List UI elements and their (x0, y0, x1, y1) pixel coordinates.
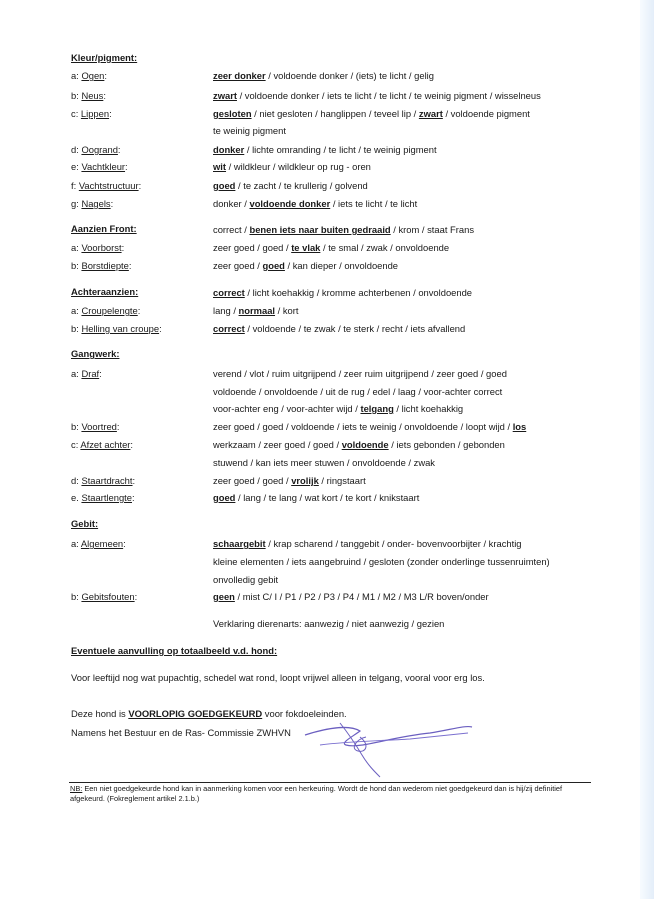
signature-scribble (300, 715, 480, 785)
option-text: / licht koehakkig / kromme achterbenen / onvoldoende (244, 287, 473, 298)
note-divider (69, 782, 591, 783)
field-prefix: d: (71, 144, 82, 155)
field-name: Lippen (80, 108, 110, 119)
selected-option: vrolijk (291, 475, 319, 486)
option-text: / ringstaart (318, 475, 366, 486)
option-text: werkzaam / zeer goed / goed / (213, 439, 342, 450)
field-value (213, 160, 371, 174)
field-colon: : (125, 161, 128, 172)
field-row (71, 107, 571, 121)
option-text: voldoende / onvoldoende / uit de rug / edel / laag / voor-achter correct (213, 386, 503, 397)
field-colon: : (138, 180, 142, 191)
selected-option: schaargebit (213, 538, 266, 549)
selected-option: los (512, 421, 527, 432)
field-name: Neus (81, 90, 104, 101)
option-text: te weinig pigment (213, 125, 286, 136)
field-name: Croupelengte (81, 305, 138, 316)
field-name: Afzet achter (80, 439, 131, 450)
field-row (71, 537, 571, 551)
field-colon: : (132, 492, 135, 503)
field-prefix: c: (71, 108, 81, 119)
field-name: Gebitsfouten (81, 591, 135, 602)
field-value (213, 402, 463, 416)
field-name: Voortred (81, 421, 117, 432)
field-colon: : (103, 90, 106, 101)
field-label (71, 367, 102, 381)
field-value (213, 89, 541, 103)
section-title: Gangwerk: (71, 348, 120, 359)
note-label: NB: (70, 784, 83, 793)
option-text: voor-achter eng / voor-achter wijd / (213, 403, 361, 414)
option-text: / lang / te lang / wat kort / te kort / knikstaart (235, 492, 420, 503)
field-label (71, 438, 133, 452)
option-text: correct / (213, 224, 250, 235)
option-text: zeer goed / goed / (213, 242, 292, 253)
field-row (71, 89, 571, 103)
verdict-prefix: Deze hond is (71, 708, 129, 719)
option-text: / voldoende / te zwak / te sterk / recht / iets afvallend (244, 323, 466, 334)
selected-option: te vlak (291, 242, 321, 253)
field-row (71, 124, 571, 138)
field-name: Ogen (81, 70, 105, 81)
field-colon: : (130, 439, 134, 450)
field-label (71, 107, 112, 121)
field-prefix: b: (71, 591, 82, 602)
option-text: / krap scharend / tanggebit / onder- bovenvoorbijter / krachtig (265, 538, 522, 549)
selected-option: voldoende (341, 439, 389, 450)
field-value (213, 474, 366, 488)
field-row (71, 69, 571, 83)
field-value (213, 555, 550, 569)
field-row (71, 491, 571, 505)
field-prefix: c: (71, 439, 81, 450)
page-edge-shading (640, 0, 654, 899)
option-text: donker / (213, 198, 250, 209)
field-value (213, 241, 449, 255)
footnote (70, 784, 595, 804)
field-value (213, 107, 530, 121)
selected-option: goed (213, 492, 236, 503)
field-name: Vachtkleur (81, 161, 126, 172)
field-value (213, 491, 419, 505)
field-prefix: b: (71, 421, 82, 432)
verdict-suffix: voor fokdoeleinden. (262, 708, 347, 719)
field-row (71, 590, 571, 604)
field-value (213, 537, 522, 551)
option-text: zeer goed / (213, 260, 263, 271)
selected-option: benen iets naar buiten gedraaid (249, 224, 391, 235)
field-label (71, 259, 131, 273)
field-label (71, 143, 121, 157)
field-label (71, 537, 126, 551)
field-prefix: f: (71, 180, 79, 191)
field-prefix: b: (71, 90, 82, 101)
extra-text: Voor leeftijd nog wat pupachtig, schedel wat rond, loopt vrijwel alleen in telgang, vooral voor erg los. (71, 672, 485, 683)
verdict-status: VOORLOPIG GOEDGEKEURD (128, 708, 263, 719)
field-colon: : (123, 538, 126, 549)
selected-option: correct (213, 323, 245, 334)
section-title: Gebit: (71, 518, 99, 529)
field-row (71, 438, 571, 452)
option-text: / iets gebonden / gebonden (388, 439, 505, 450)
option-text: / kort (275, 305, 299, 316)
field-name: Voorborst (81, 242, 122, 253)
option-text: Verklaring dierenarts: aanwezig / niet aanwezig / gezien (213, 618, 445, 629)
option-text: lang / (213, 305, 239, 316)
field-prefix: a: (71, 70, 82, 81)
field-colon: : (110, 198, 114, 209)
field-row (71, 179, 571, 193)
section-title-value (71, 223, 571, 237)
option-text: / voldoende pigment (442, 108, 530, 119)
option-text: / te zacht / te krullerig / golvend (235, 180, 368, 191)
field-colon: : (116, 421, 120, 432)
option-text: / mist C/ I / P1 / P2 / P3 / P4 / M1 / M2 / M3 L/R boven/onder (234, 591, 489, 602)
field-label (71, 420, 120, 434)
extra-title: Eventuele aanvulling op totaalbeeld v.d. hond: (71, 645, 278, 656)
option-text: / voldoende donker / iets te licht / te licht / te weinig pigment / wisselneus (236, 90, 541, 101)
field-prefix: e. (71, 492, 82, 503)
option-text: / krom / staat Frans (390, 224, 475, 235)
field-value (213, 286, 472, 300)
selected-option: zeer donker (213, 70, 266, 81)
field-value (213, 322, 465, 336)
field-label (71, 197, 113, 211)
option-text: / wildkleur / wildkleur op rug - oren (226, 161, 371, 172)
field-colon: : (134, 591, 138, 602)
option-text: / lichte omranding / te licht / te weinig pigment (244, 144, 437, 155)
field-name: Borstdiepte (81, 260, 129, 271)
field-value (213, 456, 435, 470)
field-colon: : (109, 108, 112, 119)
field-prefix: a: (71, 368, 82, 379)
field-name: Helling van croupe (81, 323, 160, 334)
field-name: Vachtstructuur (78, 180, 139, 191)
field-row (71, 259, 571, 273)
section-title: Achteraanzien: (71, 286, 139, 297)
field-prefix: a: (71, 538, 81, 549)
selected-option: wit (213, 161, 227, 172)
option-text: / te smal / zwak / onvoldoende (320, 242, 450, 253)
field-label (71, 322, 162, 336)
field-value (213, 143, 437, 157)
field-value (213, 385, 502, 399)
field-name: Staartdracht (81, 475, 133, 486)
option-text: / licht koehakkig (393, 403, 464, 414)
field-value (213, 179, 368, 193)
option-text: / kan dieper / onvoldoende (284, 260, 399, 271)
field-colon: : (128, 260, 132, 271)
selected-option: gesloten (213, 108, 252, 119)
field-label (71, 89, 106, 103)
option-text: onvolledig gebit (213, 574, 279, 585)
field-colon: : (117, 144, 121, 155)
field-value (213, 259, 398, 273)
field-prefix: b: (71, 260, 82, 271)
selected-option: correct (213, 287, 245, 298)
field-label (71, 241, 124, 255)
field-row (71, 197, 571, 211)
field-row (71, 402, 571, 416)
field-row (71, 573, 571, 587)
field-value (213, 420, 526, 434)
selected-option: donker (213, 144, 245, 155)
field-value (213, 590, 489, 604)
field-colon: : (159, 323, 162, 334)
field-value (213, 223, 474, 237)
selected-option: normaal (238, 305, 276, 316)
field-row (71, 304, 571, 318)
field-value (213, 124, 286, 138)
field-label (71, 491, 135, 505)
field-row (71, 143, 571, 157)
field-prefix: b: (71, 323, 82, 334)
field-label (71, 474, 135, 488)
field-row (71, 456, 571, 470)
option-text: / voldoende donker / (iets) te licht / gelig (265, 70, 434, 81)
field-prefix: e: (71, 161, 82, 172)
field-value (213, 573, 278, 587)
section-title-value (71, 286, 571, 300)
field-prefix: g: (71, 198, 82, 209)
option-text: verend / vlot / ruim uitgrijpend / zeer ruim uitgrijpend / zeer goed / goed (213, 368, 507, 379)
selected-option: geen (213, 591, 235, 602)
field-name: Staartlengte (81, 492, 132, 503)
option-text: kleine elementen / iets aangebruind / gesloten (zonder onderlinge tussenruimten) (213, 556, 550, 567)
field-row (71, 367, 571, 381)
field-row (71, 420, 571, 434)
field-value (213, 197, 417, 211)
field-prefix: a: (71, 242, 82, 253)
selected-option: goed (262, 260, 285, 271)
option-text: zeer goed / goed / voldoende / iets te weinig / onvoldoende / loopt wijd / (213, 421, 513, 432)
field-colon: : (104, 70, 107, 81)
field-name: Algemeen (80, 538, 124, 549)
field-label (71, 179, 141, 193)
signed-by: Namens het Bestuur en de Ras- Commissie ZWHVN (71, 727, 291, 738)
note-text: Een niet goedgekeurde hond kan in aanmerking komen voor een herkeuring. Wordt de hond dan wederom niet goedgekeurd dan is hij/zij definitief afgekeurd. (Fokreglement artikel 2.1.b.) (70, 784, 563, 803)
field-row (71, 617, 571, 631)
field-label (71, 69, 107, 83)
field-value (213, 69, 434, 83)
field-value (213, 438, 505, 452)
field-value (213, 304, 298, 318)
field-value (213, 617, 444, 631)
field-colon: : (99, 368, 102, 379)
field-row (71, 160, 571, 174)
field-row (71, 241, 571, 255)
option-text: zeer goed / goed / (213, 475, 292, 486)
field-name: Oogrand (81, 144, 118, 155)
field-value (213, 367, 507, 381)
field-colon: : (121, 242, 125, 253)
field-row (71, 474, 571, 488)
option-text: stuwend / kan iets meer stuwen / onvoldoende / zwak (213, 457, 435, 468)
field-prefix: a: (71, 305, 82, 316)
field-row (71, 322, 571, 336)
field-name: Nagels (81, 198, 111, 209)
field-name: Draf (81, 368, 100, 379)
field-row (71, 555, 571, 569)
selected-option: telgang (360, 403, 394, 414)
section-title: Kleur/pigment: (71, 52, 138, 63)
selected-option: goed (213, 180, 236, 191)
field-row (71, 385, 571, 399)
field-prefix: d: (71, 475, 82, 486)
selected-option: zwart (418, 108, 443, 119)
field-colon: : (137, 305, 141, 316)
option-text: / iets te licht / te licht (330, 198, 418, 209)
field-label (71, 304, 140, 318)
option-text: / niet gesloten / hanglippen / teveel lip / (251, 108, 419, 119)
field-colon: : (132, 475, 136, 486)
selected-option: zwart (213, 90, 237, 101)
field-label (71, 160, 128, 174)
section-title: Aanzien Front: (71, 223, 137, 234)
field-label (71, 590, 137, 604)
selected-option: voldoende donker (249, 198, 331, 209)
